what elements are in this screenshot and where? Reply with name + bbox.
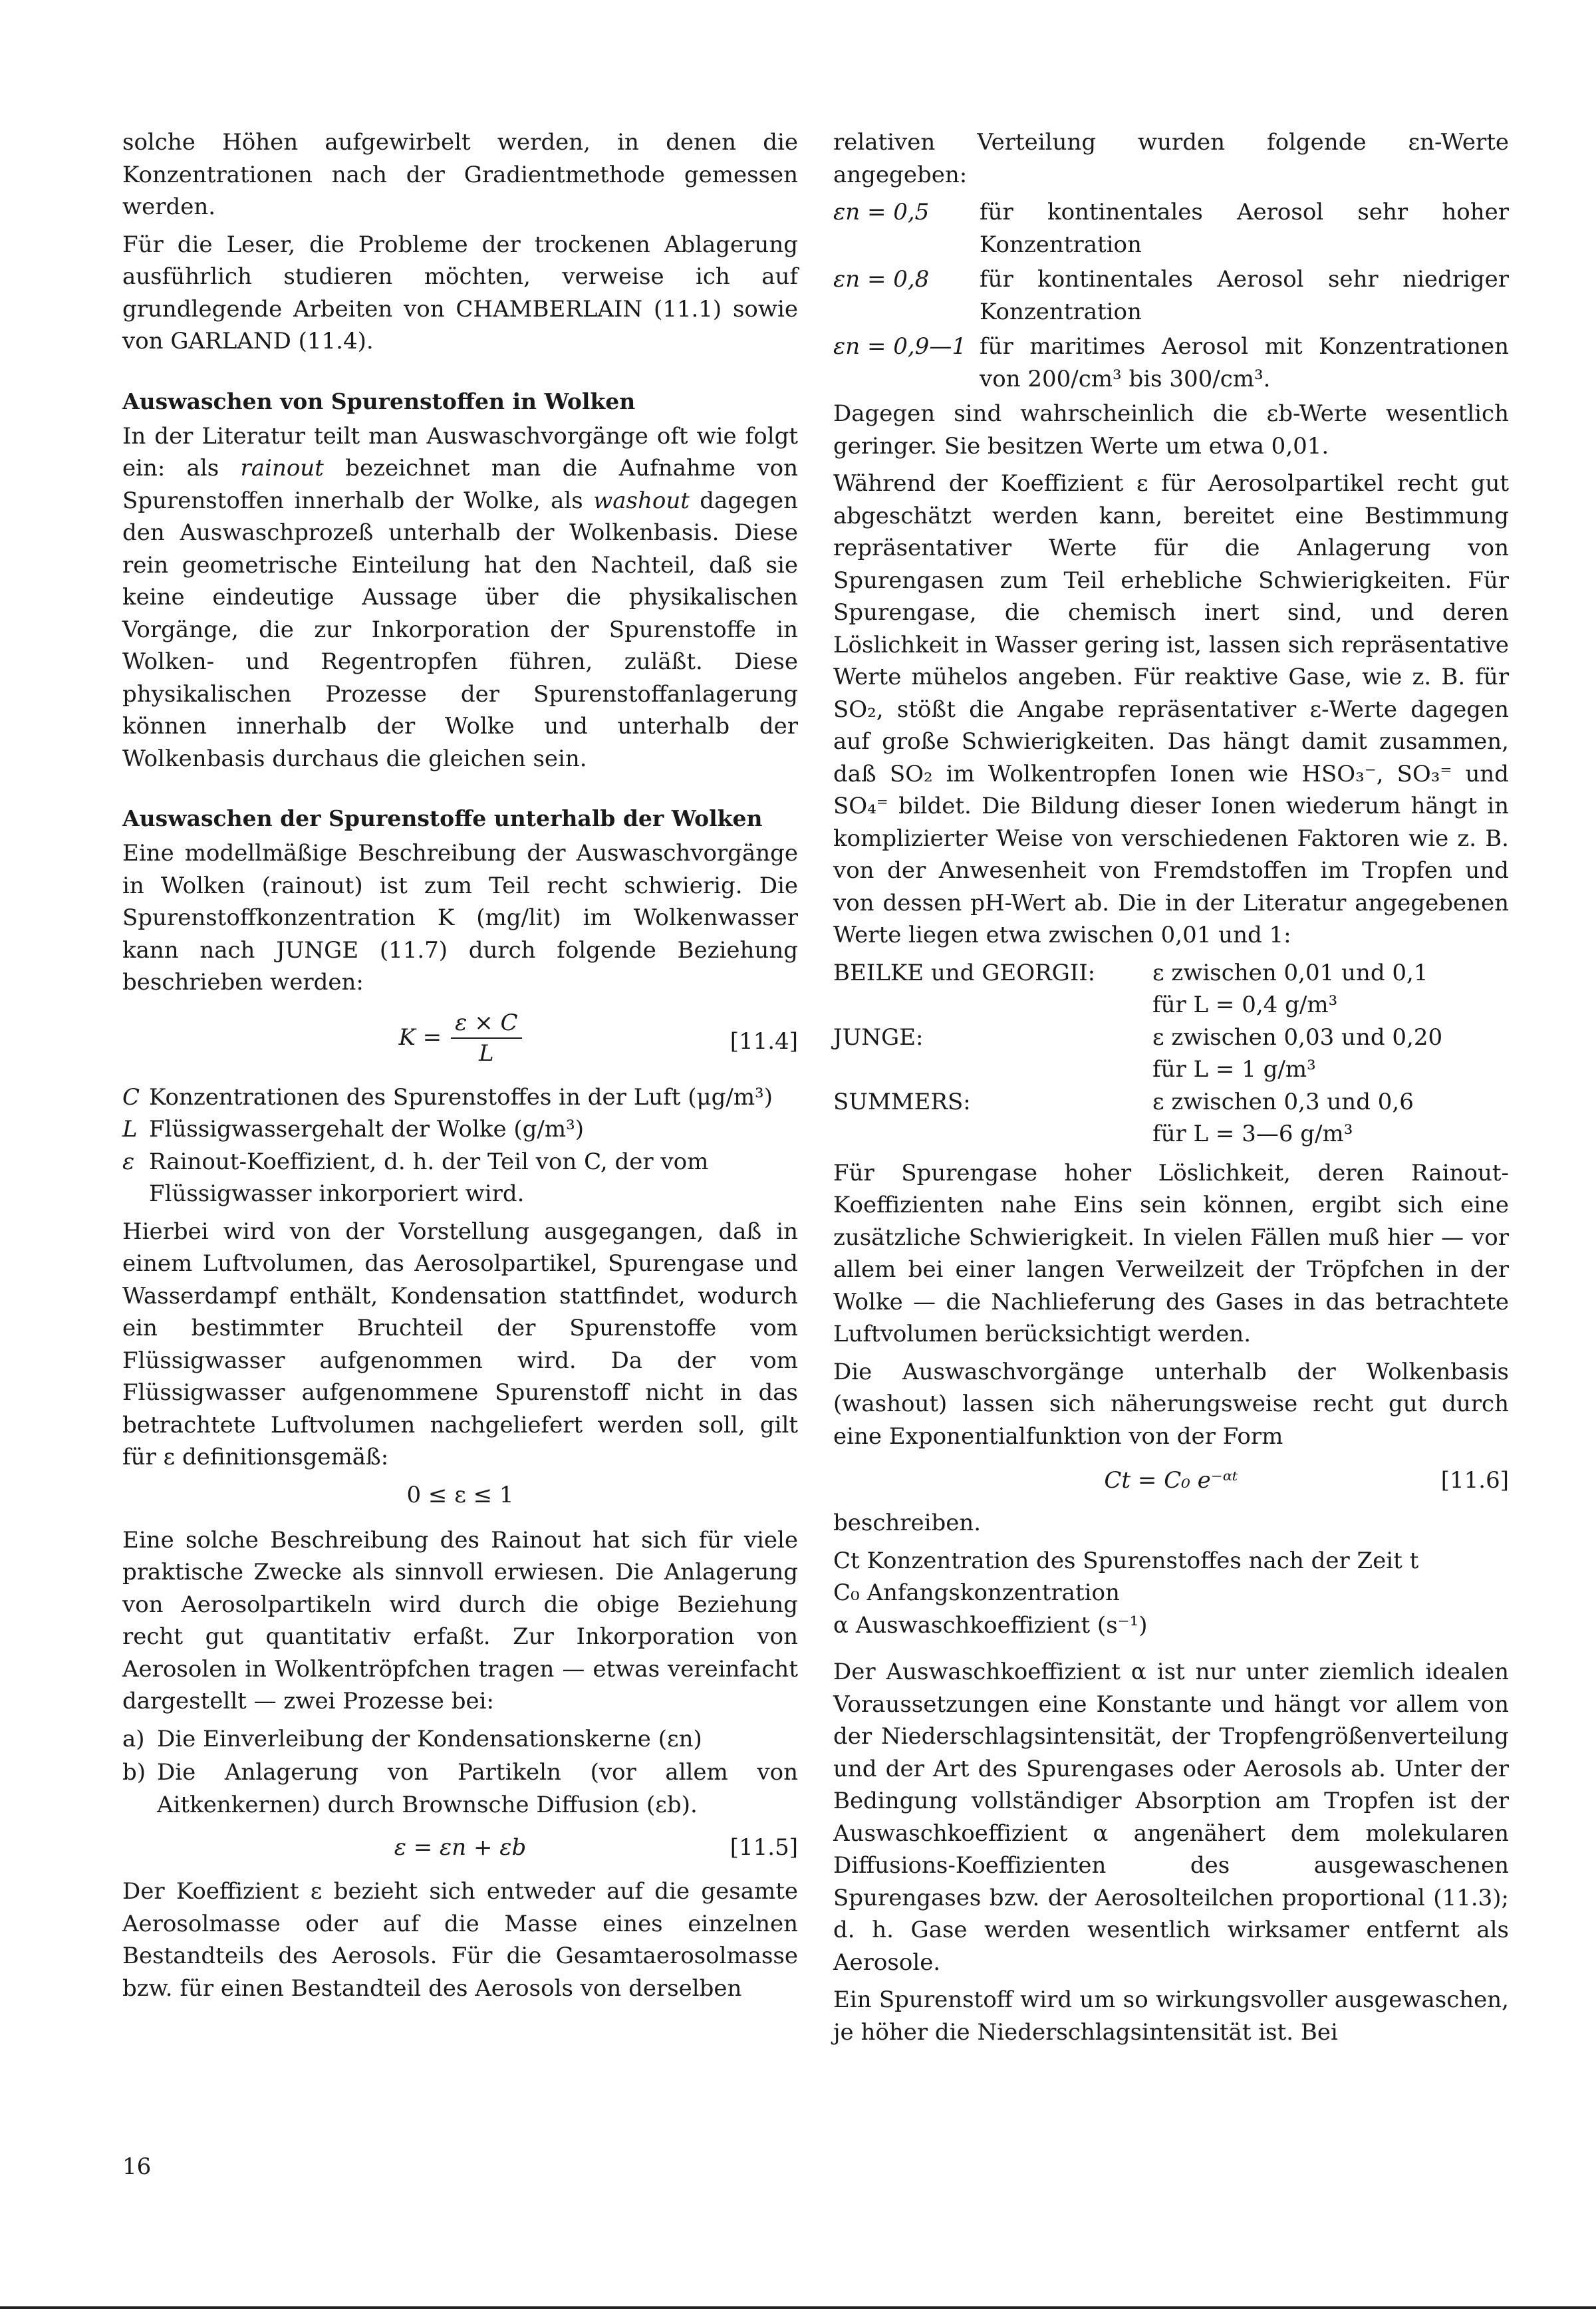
definition-item: L Flüssigwassergehalt der Wolke (g/m³) bbox=[122, 1116, 585, 1143]
equation-number: [11.4] bbox=[730, 1027, 798, 1055]
reference-row: SUMMERS: ε zwischen 0,3 und 0,6 für L = 3—6 g/m³ bbox=[833, 1088, 1414, 1147]
right-column bbox=[833, 126, 1509, 2054]
paragraph: Der Auswaschkoeffizient α ist nur unter ziemlich idealen Voraussetzungen eine Konstante und hängt vor allem von der Niederschlagsintensität, der Tropfengrößenverteilung und der Art des Spurengases oder Aerosols ab. Unter der Bedingung vollständiger Absorption am Tropfen ist der Auswaschkoeffizient α angenähert dem molekularen Diffusions-Koeffizienten des ausgewaschenen Spurengases bzw. der Aerosolteilchen proportional (11.3); d. h. Gase werden wesentlich wirksamer entfernt als Aerosole. bbox=[833, 1659, 1509, 1976]
page-number: 16 bbox=[122, 2153, 152, 2180]
equation-11-6: Ct = C₀ e⁻ᵅᵗ [11.6] bbox=[833, 1464, 1509, 1498]
paragraph: Ein Spurenstoff wird um so wirkungsvoller ausgewaschen, je höher die Niederschlagsintensität ist. Bei bbox=[833, 1986, 1509, 2046]
paragraph: Für die Leser, die Probleme der trockenen Ablagerung ausführlich studieren möchten, verweise ich auf grundlegende Arbeiten von CHAMBERLAIN (11.1) sowie von GARLAND (11.4). bbox=[122, 231, 798, 354]
paragraph: relativen Verteilung wurden folgende εn-Werte angegeben: bbox=[833, 129, 1509, 188]
paragraph: Dagegen sind wahrscheinlich die εb-Werte wesentlich geringer. Sie besitzen Werte um etwa 0,01. bbox=[833, 400, 1509, 460]
paragraph: solche Höhen aufgewirbelt werden, in denen die Konzentrationen nach der Gradientmethode gemessen werden. bbox=[122, 129, 798, 220]
equation-number: [11.6] bbox=[1440, 1467, 1509, 1494]
definition-item: ε Rainout-Koeffizient, d. h. der Teil von C, der vom Flüssigwasser inkorporiert wird. bbox=[122, 1148, 709, 1207]
paragraph: Für Spurengase hoher Löslichkeit, deren Rainout-Koeffizienten nahe Eins sein können, ergibt sich eine zusätzliche Schwierigkeit. In vielen Fällen muß hier — vor allem bei einer langen Verweilzeit der Tröpfchen in der Wolke — die Nachlieferung des Gases in das betrachtete Luftvolumen berücksichtigt werden. bbox=[833, 1159, 1509, 1347]
definition-item: α Auswaschkoeffizient (s⁻¹) bbox=[833, 1611, 1148, 1639]
epsilon-row: εn = 0,8 für kontinentales Aerosol sehr niedriger Konzentration bbox=[833, 266, 1509, 325]
paragraph: Während der Koeffizient ε für Aerosolpartikel recht gut abgeschätzt werden kann, bereitet eine Bestimmung repräsentativer Werte für die Anlagerung von Spurengasen zum Teil erhebliche Schwierigkeiten. Für Spurengase, die chemisch inert sind, und deren Löslichkeit in Wasser gering ist, lassen sich repräsentative Werte mühelos angeben. Für reaktive Gase, wie z. B. für SO₂, stößt die Angabe repräsentativer ε-Werte dagegen auf große Schwierigkeiten. Das hängt damit zusammen, daß SO₂ im Wolkentropfen Ionen wie HSO₃⁻, SO₃⁼ und SO₄⁼ bildet. Die Bildung dieser Ionen wiederum hängt in komplizierter Weise von verschiedenen Faktoren wie z. B. von der Anwesenheit von Fremdstoffen im Tropfen und von dessen pH-Wert ab. Die in der Literatur angegebenen Werte liegen etwa zwischen 0,01 und 1: bbox=[833, 470, 1509, 948]
paragraph: Die Auswaschvorgänge unterhalb der Wolkenbasis (washout) lassen sich näherungsweise recht gut durch eine Exponentialfunktion von der Form bbox=[833, 1358, 1509, 1450]
section-heading: Auswaschen der Spurenstoffe unterhalb der Wolken bbox=[122, 805, 763, 831]
epsilon-row: εn = 0,5 für kontinentales Aerosol sehr hoher Konzentration bbox=[833, 199, 1509, 258]
paragraph: Hierbei wird von der Vorstellung ausgegangen, daß in einem Luftvolumen, das Aerosolpartikel, Spurengase und Wasserdampf enthält, Kondensation stattfindet, wodurch ein bestimmter Bruchteil der Spurenstoffe vom Flüssigwasser aufgenommen wird. Da der vom Flüssigwasser aufgenommene Spurenstoff nicht in das betrachtete Luftvolumen nachgeliefert werden soll, gilt für ε definitionsgemäß: bbox=[122, 1218, 798, 1470]
epsilon-row: εn = 0,9—1 für maritimes Aerosol mit Konzentrationen von 200/cm³ bis 300/cm³. bbox=[833, 333, 1509, 392]
definition-item: Ct Konzentration des Spurenstoffes nach der Zeit t bbox=[833, 1547, 1419, 1574]
reference-row: JUNGE: ε zwischen 0,03 und 0,20 für L = 1 g/m³ bbox=[833, 1023, 1443, 1083]
paragraph: beschreiben. bbox=[833, 1510, 982, 1536]
equation-11-5: ε = εn + εb [11.5] bbox=[122, 1832, 798, 1865]
list-item: b) Die Anlagerung von Partikeln (vor allem von Aitkenkernen) durch Brownsche Diffusion (εb). bbox=[122, 1759, 798, 1818]
equation-number: [11.5] bbox=[730, 1834, 798, 1861]
paragraph: In der Literatur teilt man Auswaschvorgänge oft wie folgt ein: als rainout bezeichnet man die Aufnahme von Spurenstoffen innerhalb der Wolke, als washout dagegen den Auswaschprozeß unterhalb der Wolkenbasis. Diese rein geometrische Einteilung hat den Nachteil, daß sie keine eindeutige Aussage über die physikalischen Vorgänge, die zur Inkorporation der Spurenstoffe in Wolken- und Regentropfen führen, zuläßt. Diese physikalischen Prozesse der Spurenstoffanlagerung können innerhalb der Wolke und unterhalb der Wolkenbasis durchaus die gleichen sein. bbox=[122, 422, 798, 772]
list-item: a) Die Einverleibung der Kondensationskerne (εn) bbox=[122, 1725, 702, 1752]
definition-item: C Konzentrationen des Spurenstoffes in der Luft (μg/m³) bbox=[122, 1083, 773, 1111]
left-column bbox=[122, 126, 798, 2010]
bottom-rule bbox=[0, 2306, 1596, 2309]
paragraph: Eine solche Beschreibung des Rainout hat sich für viele praktische Zwecke als sinnvoll erwiesen. Die Anlagerung von Aerosolpartikeln wird durch die obige Beziehung recht gut quantitativ erfaßt. Zur Inkorporation von Aerosolen in Wolkentröpfchen tragen — etwas vereinfacht dargestellt — zwei Prozesse bei: bbox=[122, 1526, 798, 1714]
reference-row: BEILKE und GEORGII: ε zwischen 0,01 und 0,1 für L = 0,4 g/m³ bbox=[833, 959, 1428, 1018]
section-heading: Auswaschen von Spurenstoffen in Wolken bbox=[122, 388, 636, 414]
inequality: 0 ≤ ε ≤ 1 bbox=[406, 1481, 514, 1508]
paragraph: Eine modellmäßige Beschreibung der Auswaschvorgänge in Wolken (rainout) ist zum Teil recht schwierig. Die Spurenstoffkonzentration K (mg/lit) im Wolkenwasser kann nach JUNGE (11.7) durch folgende Beziehung beschrieben werden: bbox=[122, 840, 798, 996]
definition-item: C₀ Anfangskonzentration bbox=[833, 1579, 1120, 1606]
equation-11-4: K = $\frac{\varepsilon \times C}{L}$ [11.4] bbox=[398, 1009, 798, 1067]
paragraph: Der Koeffizient ε bezieht sich entweder auf die gesamte Aerosolmasse oder auf die Masse eines einzelnen Bestandteils des Aerosols. Für die Gesamtaerosolmasse bzw. für einen Bestandteil des Aerosols von derselben bbox=[122, 1878, 798, 2002]
